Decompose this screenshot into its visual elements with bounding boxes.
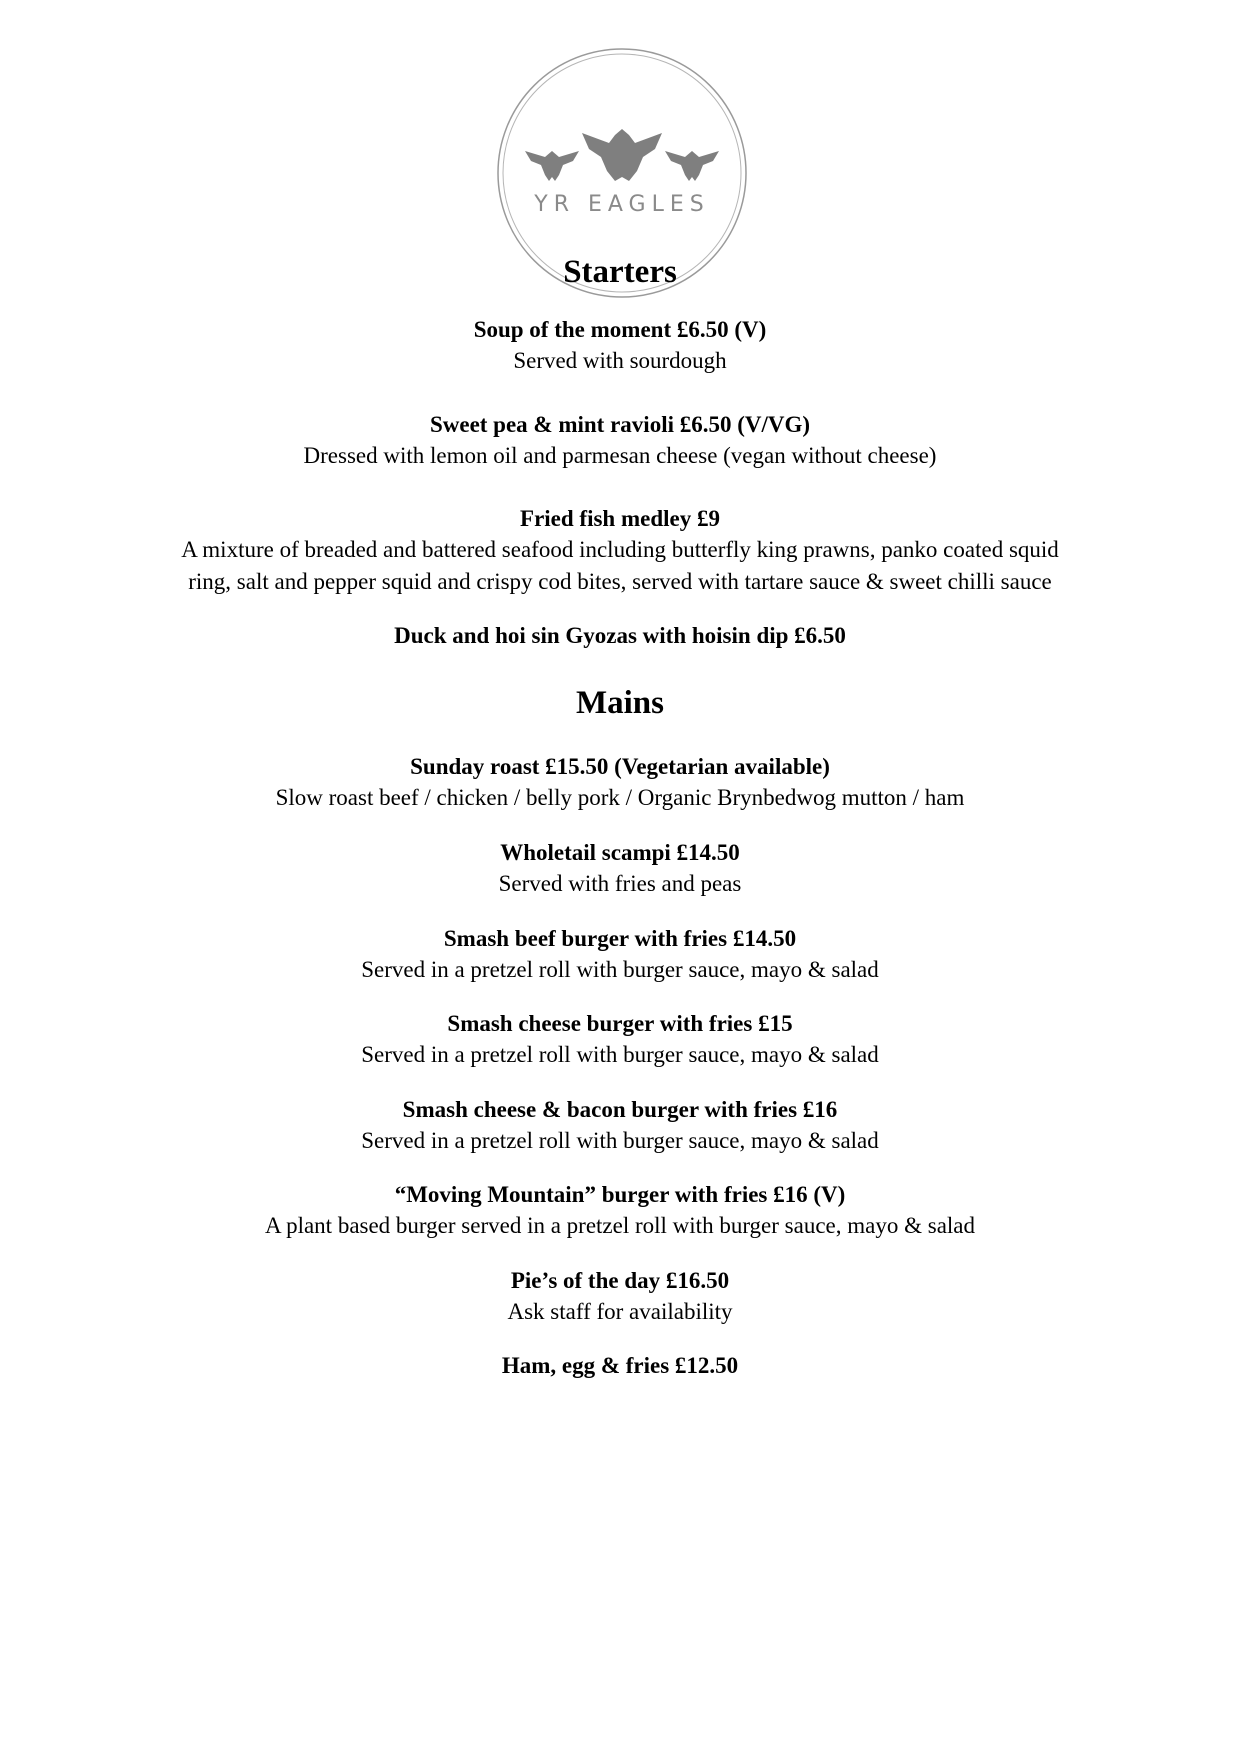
main-item-desc: Served with fries and peas: [498, 871, 742, 896]
main-item-desc: Slow roast beef / chicken / belly pork / Organic Brynbedwog mutton / ham: [275, 785, 965, 810]
starter-item-desc-line1: A mixture of breaded and battered seafood including butterfly king prawns, panko coated squid: [181, 537, 1059, 562]
starter-item-name: Sweet pea & mint ravioli £6.50 (V/VG): [429, 412, 811, 437]
starter-item-desc: Dressed with lemon oil and parmesan cheese (vegan without cheese): [303, 443, 937, 468]
main-item-desc: Served in a pretzel roll with burger sauce, mayo & salad: [361, 1128, 879, 1153]
main-item-desc: Served in a pretzel roll with burger sauce, mayo & salad: [361, 1042, 879, 1067]
main-item-name: Smash cheese & bacon burger with fries £16: [402, 1097, 838, 1122]
starter-item-desc-line2: ring, salt and pepper squid and crispy cod bites, served with tartare sauce & sweet chilli sauce: [188, 569, 1052, 594]
main-item-desc: Served in a pretzel roll with burger sauce, mayo & salad: [361, 957, 879, 982]
main-item-name: Sunday roast £15.50 (Vegetarian available): [410, 754, 830, 779]
main-item-desc: Ask staff for availability: [507, 1299, 733, 1324]
main-item-name: “Moving Mountain” burger with fries £16 (V): [394, 1182, 846, 1207]
starter-item-name: Soup of the moment £6.50 (V): [473, 317, 767, 342]
main-item-desc: A plant based burger served in a pretzel roll with burger sauce, mayo & salad: [264, 1213, 975, 1238]
starter-item-name: Fried fish medley £9: [520, 506, 720, 531]
starter-item-desc: Served with sourdough: [513, 348, 727, 373]
starters-heading: Starters: [563, 254, 677, 290]
mains-heading: Mains: [575, 685, 664, 721]
main-item-name: Ham, egg & fries £12.50: [501, 1353, 739, 1378]
main-item-name: Smash cheese burger with fries £15: [447, 1011, 793, 1036]
main-item-name: Wholetail scampi £14.50: [500, 840, 740, 865]
main-item-name: Pie’s of the day £16.50: [510, 1268, 730, 1293]
starter-item-name: Duck and hoi sin Gyozas with hoisin dip £6.50: [394, 623, 846, 648]
logo-text: YR EAGLES: [534, 192, 710, 217]
main-item-name: Smash beef burger with fries £14.50: [443, 926, 797, 951]
